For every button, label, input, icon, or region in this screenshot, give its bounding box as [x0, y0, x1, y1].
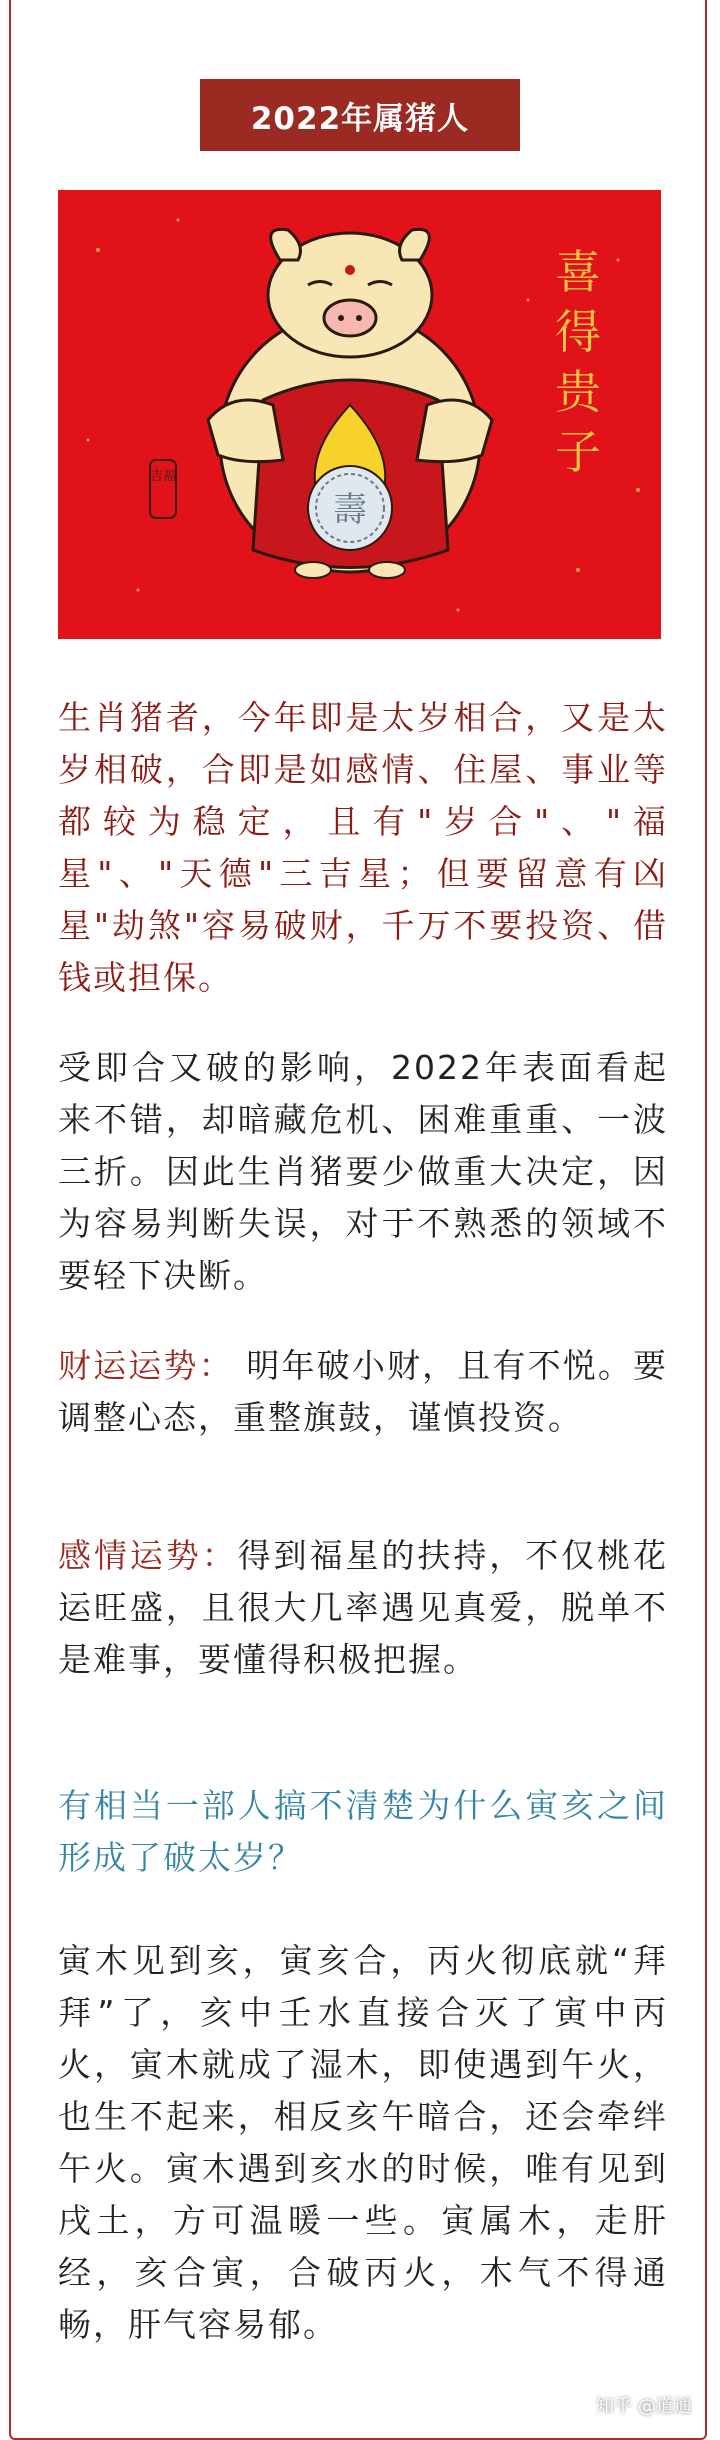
love-fortune-label: 感情运势：: [58, 1536, 238, 1575]
love-fortune-text: 得到福星的扶持，不仅桃花运旺盛，且很大几率遇见真爱，脱单不是难事，要懂得积极把握。: [58, 1536, 668, 1679]
calligraphy-3: 贵: [555, 365, 601, 419]
medallion-glyph: 壽: [333, 490, 367, 530]
zhihu-watermark: 知乎 @道通: [596, 2396, 692, 2417]
wealth-fortune-text: 明年破小财，且有不悦。要调整心态，重整旗鼓，谨慎投资。: [58, 1346, 669, 1437]
zodiac-pig-illustration: [58, 190, 661, 639]
calligraphy-4: 子: [555, 425, 601, 479]
impact-paragraph: 受即合又破的影响，2022年表面看起来不错，却暗藏危机、困难重重、一波三折。因此生肖猪要少做重大决定，因为容易判断失误，对于不熟悉的领域不要轻下决断。: [58, 1048, 668, 1295]
intro-paragraph: 生肖猪者，今年即是太岁相合，又是太岁相破，合即是如感情、住屋、事业等都较为稳定，且有"岁合"、"福星"、"天德"三吉星；但要留意有凶星"劫煞"容易破财，千万不要投资、借钱或担保。: [58, 698, 668, 997]
calligraphy-1: 喜: [555, 245, 601, 299]
love-fortune-paragraph: [58, 1530, 668, 1686]
calligraphy-2: 得: [555, 305, 601, 359]
question-paragraph: 有相当一部人搞不清楚为什么寅亥之间形成了破太岁？: [58, 1786, 668, 1877]
wealth-fortune-label: 财运运势：: [58, 1346, 234, 1385]
page-title: 2022年属猪人: [200, 79, 520, 151]
explanation-paragraph: 寅木见到亥，寅亥合，丙火彻底就“拜拜”了，亥中壬水直接合灭了寅中丙火，寅木就成了湿木，即使遇到午火，也生不起来，相反亥午暗合，还会牵绊午火。寅木遇到亥水的时候，唯有见到戌土，方可温暖一些。寅属木，走肝经，亥合寅，合破丙火，木气不得通畅，肝气容易郁。: [58, 1941, 668, 2344]
seal-text: 吉福: [149, 469, 177, 484]
wealth-fortune-paragraph: [58, 1340, 668, 1444]
